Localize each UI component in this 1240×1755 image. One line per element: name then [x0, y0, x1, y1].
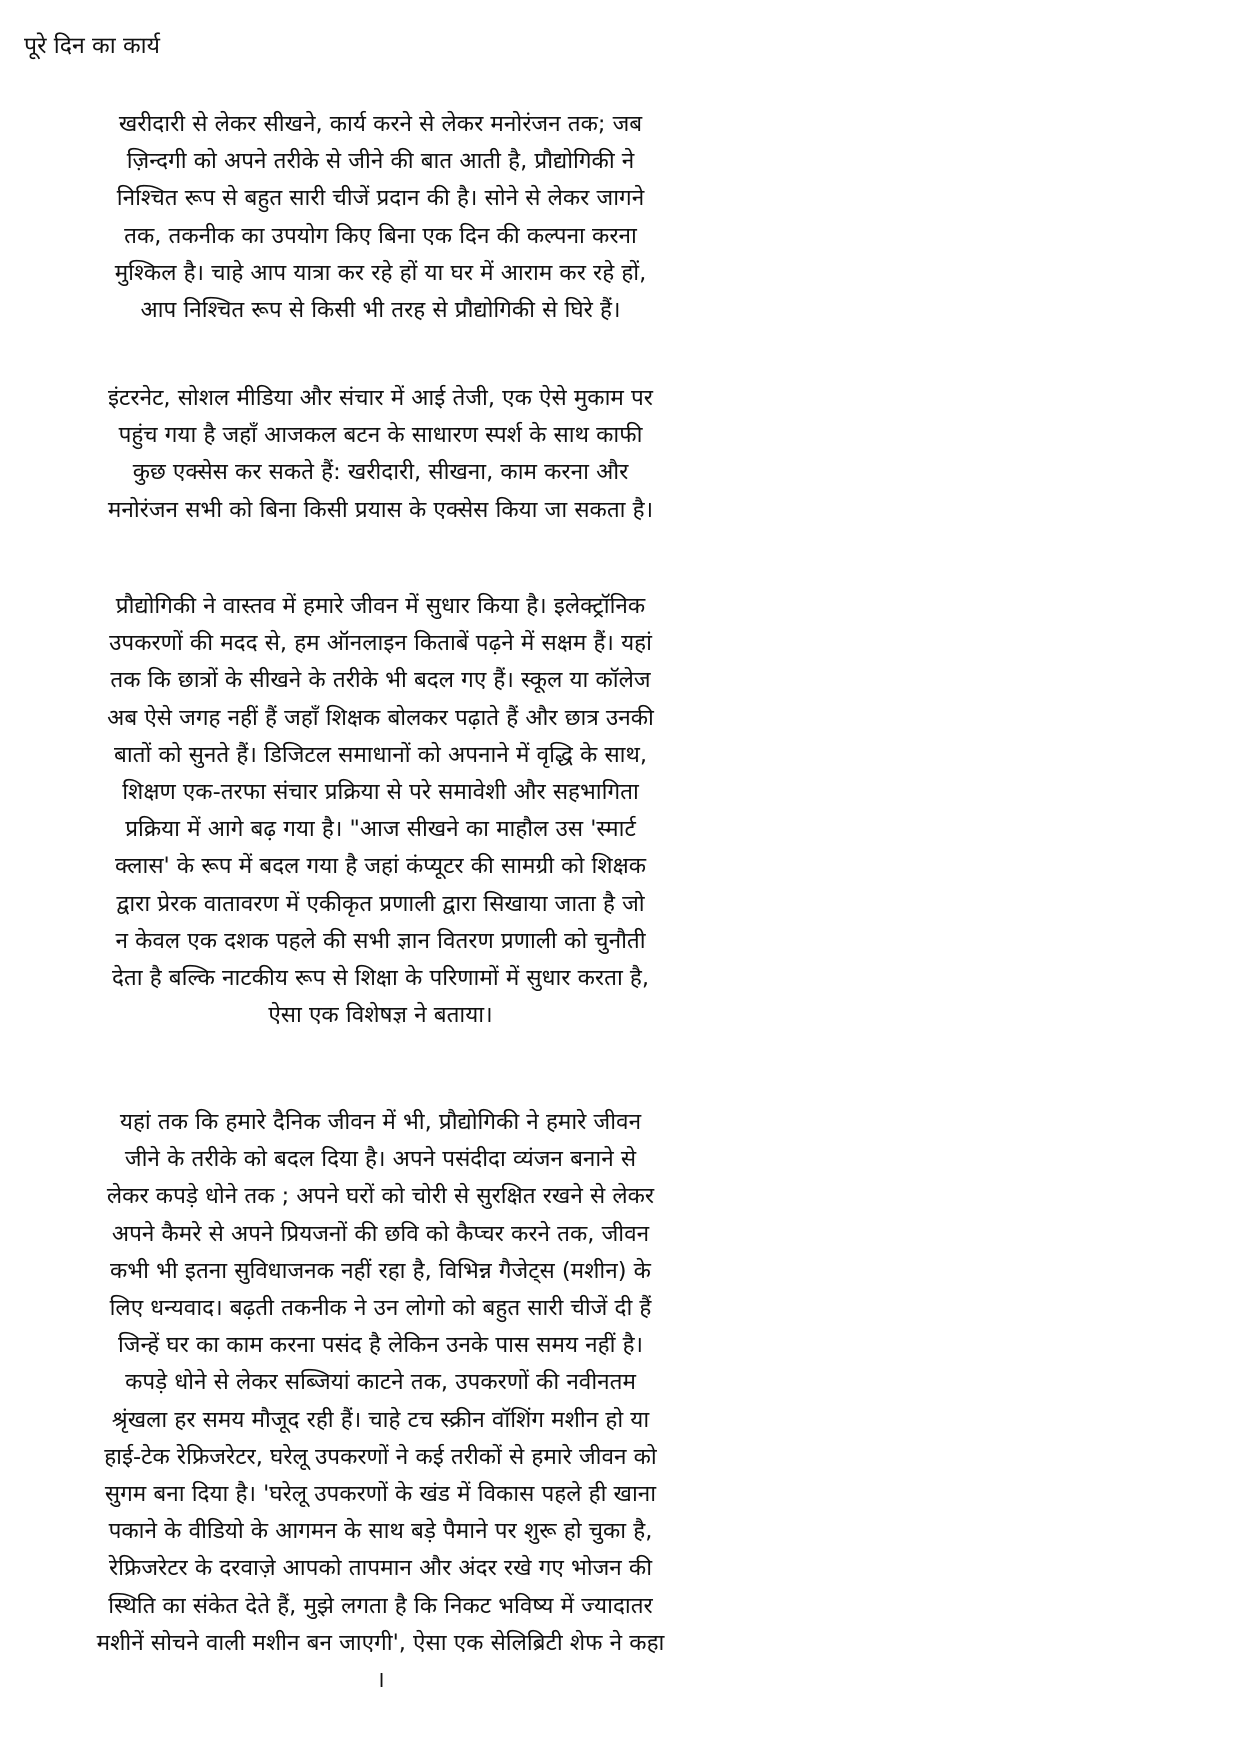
- text-line: पहुंच गया है जहाँ आजकल बटन के साधारण स्पर्श के साथ काफी: [118, 422, 643, 449]
- text-line: शिक्षण एक-तरफा संचार प्रक्रिया से परे समावेशी और सहभागिता: [122, 779, 639, 806]
- text-line: ज़िन्दगी को अपने तरीके से जीने की बात आती है, प्रौद्योगिकी ने: [126, 148, 635, 175]
- paragraph-2: [28, 380, 733, 529]
- text-line: इंटरनेट, सोशल मीडिया और संचार में आई तेजी, एक ऐसे मुकाम पर: [108, 385, 653, 411]
- text-line: मुश्किल है। चाहे आप यात्रा कर रहे हों या घर में आराम कर रहे हों,: [114, 259, 647, 286]
- page-title: पूरे दिन का कार्य: [24, 33, 160, 59]
- text-line: मशीनें सोचने वाली मशीन बन जाएगी', ऐसा एक सेलिब्रिटी शेफ ने कहा: [96, 1629, 665, 1656]
- text-line: न केवल एक दशक पहले की सभी ज्ञान वितरण प्रणाली को चुनौती: [115, 927, 646, 954]
- text-line: अब ऐसे जगह नहीं हैं जहाँ शिक्षक बोलकर पढ़ाते हैं और छात्र उनकी: [107, 704, 654, 731]
- paragraph-3: [28, 588, 733, 1034]
- text-line: यहां तक कि हमारे दैनिक जीवन में भी, प्रौद्योगिकी ने हमारे जीवन: [119, 1109, 642, 1135]
- text-line: ।: [376, 1667, 385, 1694]
- text-line: रेफ्रिजरेटर के दरवाज़े आपको तापमान और अंदर रखे गए भोजन की: [108, 1555, 653, 1582]
- text-line: ऐसा एक विशेषज्ञ ने बताया।: [268, 1002, 493, 1029]
- text-line: तक, तकनीक का उपयोग किए बिना एक दिन की कल्पना करना: [124, 222, 637, 249]
- text-line: कभी भी इतना सुविधाजनक नहीं रहा है, विभिन्न गैजेट्स (मशीन) के: [110, 1257, 651, 1284]
- text-line: पकाने के वीडियो के आगमन के साथ बड़े पैमाने पर शुरू हो चुका है,: [108, 1518, 653, 1545]
- text-line: तक कि छात्रों के सीखने के तरीके भी बदल गए हैं। स्कूल या कॉलेज: [110, 667, 651, 694]
- text-line: कपड़े धोने से लेकर सब्जियां काटने तक, उपकरणों की नवीनतम: [125, 1369, 636, 1396]
- text-line: सुगम बना दिया है। 'घरेलू उपकरणों के खंड में विकास पहले ही खाना: [104, 1481, 657, 1508]
- paragraph-4: [28, 1104, 733, 1699]
- text-line: क्लास' के रूप में बदल गया है जहां कंप्यूटर की सामग्री को शिक्षक: [115, 853, 646, 880]
- text-line: कुछ एक्सेस कर सकते हैं: खरीदारी, सीखना, काम करना और: [132, 459, 629, 486]
- text-line: जीने के तरीके को बदल दिया है। अपने पसंदीदा व्यंजन बनाने से: [124, 1146, 637, 1173]
- text-line: जिन्हें घर का काम करना पसंद है लेकिन उनके पास समय नहीं है।: [117, 1332, 644, 1359]
- text-line: निश्चित रूप से बहुत सारी चीजें प्रदान की है। सोने से लेकर जागने: [116, 185, 645, 212]
- text-line: आप निश्चित रूप से किसी भी तरह से प्रौद्योगिकी से घिरे हैं।: [140, 297, 621, 324]
- text-line: प्रक्रिया में आगे बढ़ गया है। "आज सीखने का माहौल उस 'स्मार्ट: [125, 816, 636, 843]
- text-line: हाई-टेक रेफ्रिजरेटर, घरेलू उपकरणों ने कई तरीकों से हमारे जीवन को: [104, 1443, 657, 1470]
- text-line: अपने कैमरे से अपने प्रियजनों की छवि को कैप्चर करने तक, जीवन: [111, 1220, 650, 1247]
- text-line: खरीदारी से लेकर सीखने, कार्य करने से लेकर मनोरंजन तक; जब: [118, 111, 643, 137]
- text-line: लिए धन्यवाद। बढ़ती तकनीक ने उन लोगो को बहुत सारी चीजें दी हैं: [109, 1295, 652, 1322]
- paragraph-1: [28, 106, 733, 329]
- text-line: द्वारा प्रेरक वातावरण में एकीकृत प्रणाली द्वारा सिखाया जाता है जो: [116, 890, 645, 917]
- text-line: लेकर कपड़े धोने तक ; अपने घरों को चोरी से सुरक्षित रखने से लेकर: [106, 1183, 655, 1210]
- text-line: स्थिति का संकेत देते हैं, मुझे लगता है कि निकट भविष्य में ज्यादातर: [108, 1592, 653, 1619]
- text-line: मनोरंजन सभी को बिना किसी प्रयास के एक्सेस किया जा सकता है।: [107, 496, 654, 523]
- text-line: बातों को सुनते हैं। डिजिटल समाधानों को अपनाने में वृद्धि के साथ,: [113, 741, 648, 768]
- text-line: देता है बल्कि नाटकीय रूप से शिक्षा के परिणामों में सुधार करता है,: [111, 965, 650, 992]
- text-line: उपकरणों की मदद से, हम ऑनलाइन किताबें पढ़ने में सक्षम हैं। यहां: [109, 630, 652, 657]
- text-line: श्रृंखला हर समय मौजूद रही हैं। चाहे टच स्क्रीन वॉशिंग मशीन हो या: [111, 1406, 650, 1433]
- text-line: प्रौद्योगिकी ने वास्तव में हमारे जीवन में सुधार किया है। इलेक्ट्रॉनिक: [115, 593, 646, 619]
